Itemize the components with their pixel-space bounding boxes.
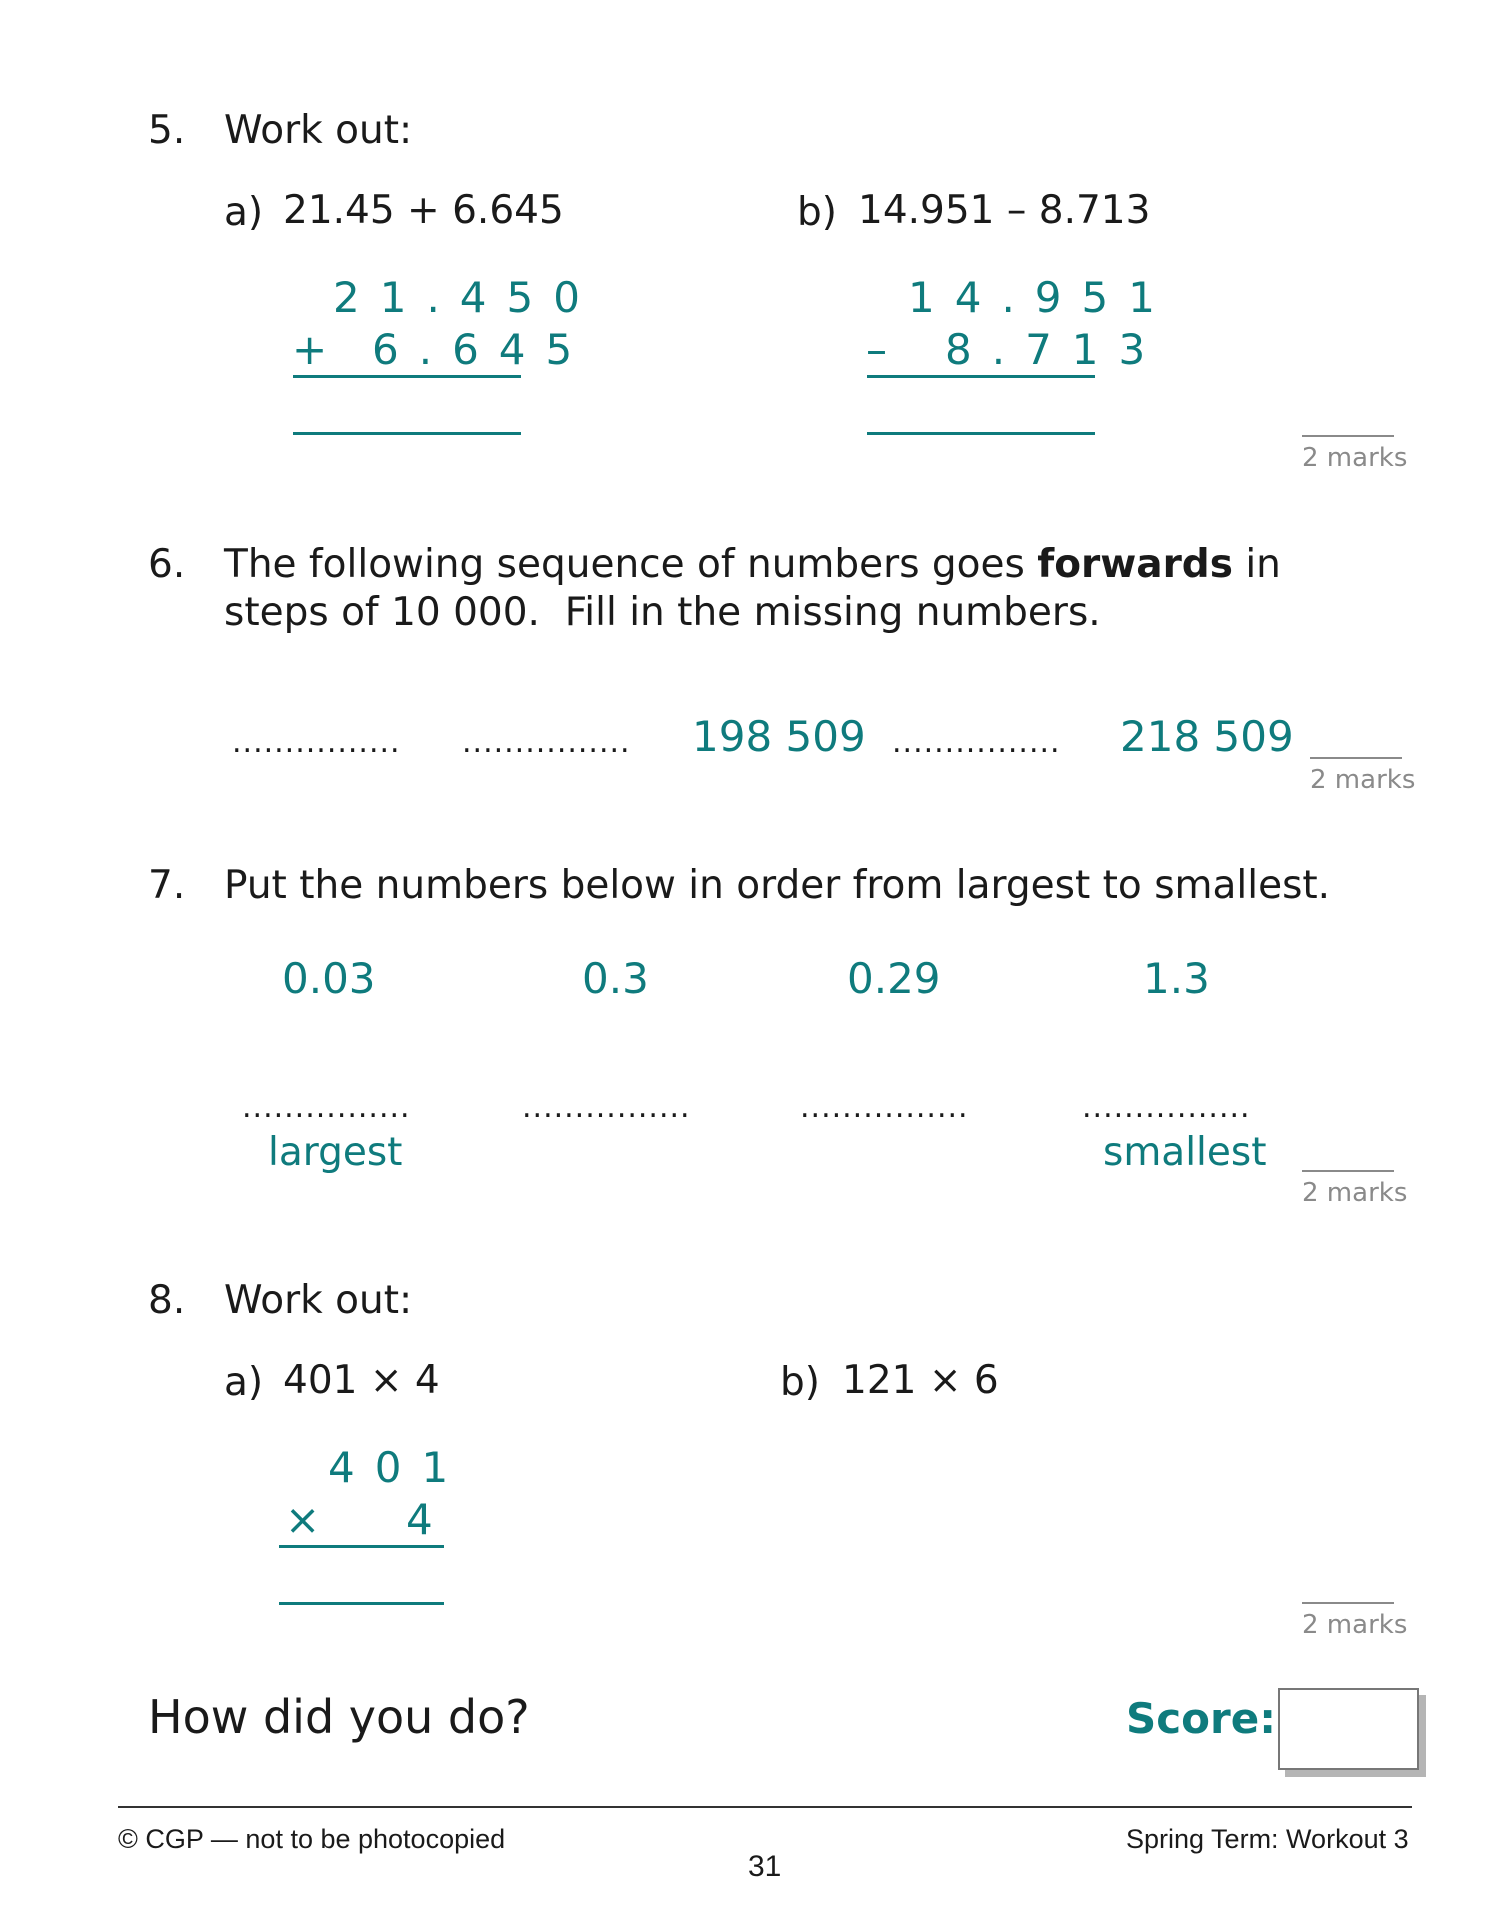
q7-number-1: 0.03 xyxy=(282,954,376,1003)
q8a-label: a) xyxy=(224,1360,264,1405)
q5b-operator: – xyxy=(866,325,887,374)
q5a-top-row: 21.450 xyxy=(333,273,600,322)
how-did-you-do-heading: How did you do? xyxy=(148,1690,530,1744)
q7-largest-label: largest xyxy=(268,1130,403,1175)
q5b-answer-line[interactable] xyxy=(867,432,1095,435)
q5b-working-line xyxy=(867,375,1095,378)
q7-number-4: 1.3 xyxy=(1143,954,1210,1003)
q8-marks: 2 marks xyxy=(1302,1610,1408,1640)
q5a-label: a) xyxy=(224,190,264,235)
q6-line2: steps of 10 000. Fill in the missing numbers. xyxy=(224,590,1101,635)
q8-number: 8. xyxy=(148,1278,186,1323)
q8b-label: b) xyxy=(780,1360,820,1405)
q6-blank-3[interactable]: ................ xyxy=(892,725,1061,760)
q8-prompt: Work out: xyxy=(224,1278,413,1323)
q8a-working-line xyxy=(279,1545,444,1548)
q7-blank-4[interactable]: ................ xyxy=(1082,1090,1251,1125)
q7-prompt: Put the numbers below in order from largest to smallest. xyxy=(224,863,1331,908)
q6-bold-word: forwards xyxy=(1037,542,1233,587)
q7-blank-1[interactable]: ................ xyxy=(242,1090,411,1125)
q6-line1-end: in xyxy=(1232,542,1281,587)
q6-marks-line[interactable] xyxy=(1310,757,1402,759)
q8a-top-row: 401 xyxy=(328,1443,469,1492)
q6-blank-2[interactable]: ................ xyxy=(462,725,631,760)
q6-line1-start: The following sequence of numbers goes xyxy=(224,542,1038,587)
q5-marks-line[interactable] xyxy=(1302,435,1394,437)
q8a-expression: 401 × 4 xyxy=(283,1358,440,1403)
q5a-expression: 21.45 + 6.645 xyxy=(283,188,564,233)
q5b-top-row: 14.951 xyxy=(908,273,1175,322)
q8a-bottom-row: 4 xyxy=(406,1495,453,1544)
footer-section: Spring Term: Workout 3 xyxy=(1126,1824,1409,1854)
q8-marks-line[interactable] xyxy=(1302,1602,1394,1604)
q7-blank-3[interactable]: ................ xyxy=(800,1090,969,1125)
q5a-bottom-row: 6.645 xyxy=(372,325,593,374)
q6-given-2: 218 509 xyxy=(1120,712,1294,761)
q7-smallest-label: smallest xyxy=(1103,1130,1267,1175)
score-box[interactable] xyxy=(1278,1688,1419,1770)
q5a-operator: + xyxy=(292,325,328,374)
q5b-bottom-row: 8.713 xyxy=(945,325,1166,374)
q8a-operator: × xyxy=(285,1495,321,1544)
q5b-label: b) xyxy=(797,190,837,235)
score-label: Score: xyxy=(1126,1694,1276,1743)
q7-number: 7. xyxy=(148,863,186,908)
q8a-answer-line[interactable] xyxy=(279,1602,444,1605)
q5a-answer-line[interactable] xyxy=(293,432,521,435)
q6-number: 6. xyxy=(148,542,186,587)
q6-blank-1[interactable]: ................ xyxy=(232,725,401,760)
q7-marks-line[interactable] xyxy=(1302,1170,1394,1172)
q7-blank-2[interactable]: ................ xyxy=(522,1090,691,1125)
q5-number: 5. xyxy=(148,108,186,153)
q8b-expression: 121 × 6 xyxy=(842,1358,999,1403)
q5b-expression: 14.951 – 8.713 xyxy=(858,188,1151,233)
q6-given-1: 198 509 xyxy=(692,712,866,761)
q6-line1 xyxy=(224,542,1281,587)
page-number: 31 xyxy=(748,1850,782,1883)
q6-marks: 2 marks xyxy=(1310,765,1416,795)
q7-marks: 2 marks xyxy=(1302,1178,1408,1208)
q5a-working-line xyxy=(293,375,521,378)
q7-number-3: 0.29 xyxy=(847,954,941,1003)
q5-prompt: Work out: xyxy=(224,108,413,153)
footer-copyright: © CGP — not to be photocopied xyxy=(118,1824,506,1854)
q5-marks: 2 marks xyxy=(1302,443,1408,473)
q7-number-2: 0.3 xyxy=(582,954,649,1003)
footer-rule xyxy=(118,1806,1412,1808)
